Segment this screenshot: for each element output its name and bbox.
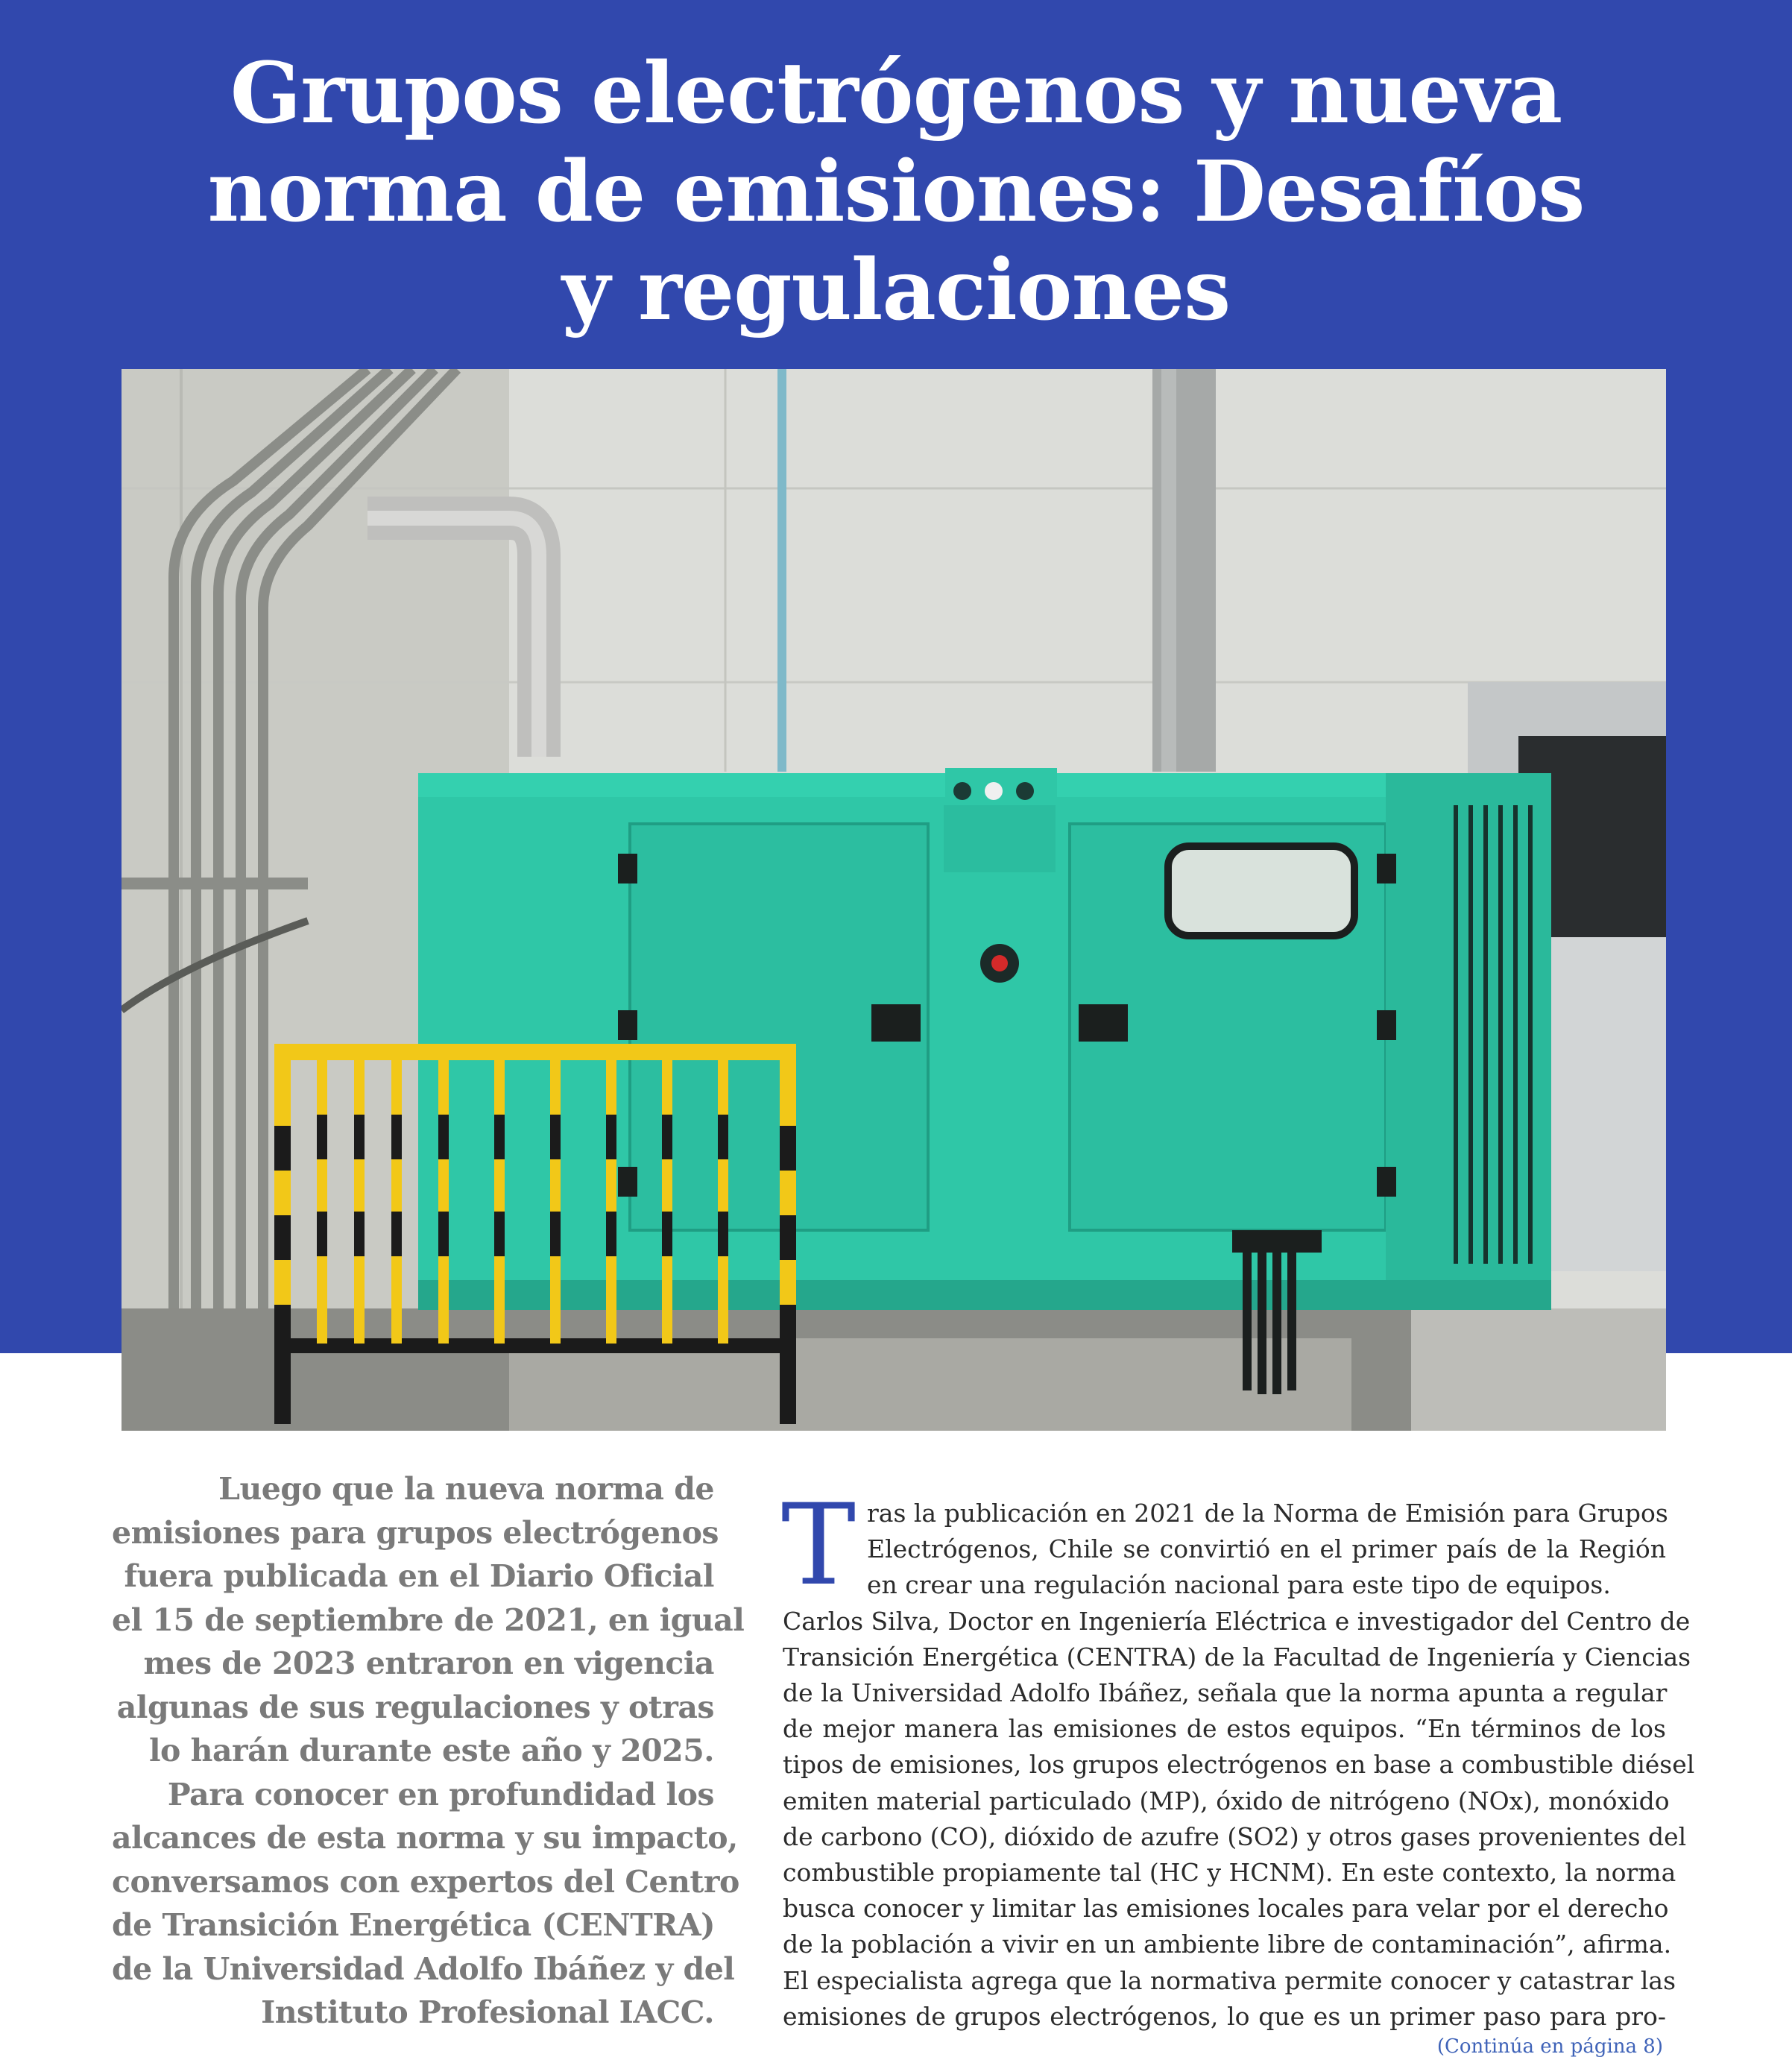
lead-paragraph bbox=[112, 1467, 745, 2035]
body-line: busca conocer y limitar las emisiones locales para velar por el derecho bbox=[783, 1894, 1669, 1924]
lead-line: Instituto Profesional IACC. bbox=[261, 1994, 714, 2030]
lead-line: de la Universidad Adolfo Ibáñez y del bbox=[112, 1950, 735, 1987]
page-title bbox=[119, 45, 1673, 340]
article-body bbox=[783, 1496, 1695, 2035]
body-line: Carlos Silva, Doctor en Ingeniería Eléctrica e investigador del Centro de bbox=[783, 1606, 1691, 1636]
title-line-2: norma de emisiones: Desafíos bbox=[207, 143, 1585, 241]
lead-line: de Transición Energética (CENTRA) bbox=[112, 1907, 716, 1943]
lead-line: Para conocer en profundidad los bbox=[167, 1776, 714, 1812]
lead-line: conversamos con expertos del Centro bbox=[112, 1863, 739, 1900]
drop-cap: T bbox=[781, 1481, 856, 1610]
body-line: de la población a vivir en un ambiente libre de contaminación”, afirma. bbox=[783, 1930, 1672, 1959]
body-line: en crear una regulación nacional para este tipo de equipos. bbox=[867, 1570, 1611, 1600]
body-line: de carbono (CO), dióxido de azufre (SO2) y otros gases provenientes del bbox=[783, 1821, 1687, 1851]
lead-line: Luego que la nueva norma de bbox=[218, 1471, 714, 1507]
title-line-3: y regulaciones bbox=[561, 242, 1231, 339]
lead-line: alcances de esta norma y su impacto, bbox=[112, 1820, 738, 1856]
continued-on-page-link[interactable]: (Continúa en página 8) bbox=[1436, 2035, 1663, 2058]
lead-line: emisiones para grupos electrógenos bbox=[112, 1514, 719, 1551]
body-line: combustible propiamente tal (HC y HCNM). En este contexto, la norma bbox=[783, 1858, 1676, 1888]
body-line: emiten material particulado (MP), óxido de nitrógeno (NOx), monóxido bbox=[783, 1786, 1670, 1815]
body-line: ras la publicación en 2021 de la Norma de Emisión para Grupos bbox=[867, 1499, 1668, 1528]
title-line-1: Grupos electrógenos y nueva bbox=[230, 45, 1562, 142]
body-line: El especialista agrega que la normativa permite conocer y catastrar las bbox=[783, 1965, 1676, 1995]
lead-line: el 15 de septiembre de 2021, en igual bbox=[112, 1601, 745, 1638]
lead-line: lo harán durante este año y 2025. bbox=[148, 1733, 714, 1768]
body-line: emisiones de grupos electrógenos, lo que es un primer paso para pro- bbox=[783, 2001, 1666, 2031]
body-line: tipos de emisiones, los grupos electrógenos en base a combustible diésel bbox=[783, 1750, 1695, 1780]
body-line: Electrógenos, Chile se convirtió en el primer país de la Región bbox=[867, 1534, 1666, 1564]
lead-line: fuera publicada en el Diario Oficial bbox=[124, 1558, 714, 1594]
lead-line: algunas de sus regulaciones y otras bbox=[116, 1689, 714, 1725]
body-line: de mejor manera las emisiones de estos equipos. “En términos de los bbox=[783, 1714, 1666, 1744]
generator-photo bbox=[122, 369, 1666, 1431]
body-line: Transición Energética (CENTRA) de la Facultad de Ingeniería y Ciencias bbox=[783, 1642, 1691, 1672]
lead-line: mes de 2023 entraron en vigencia bbox=[143, 1645, 714, 1681]
body-line: de la Universidad Adolfo Ibáñez, señala que la norma apunta a regular bbox=[783, 1678, 1668, 1708]
